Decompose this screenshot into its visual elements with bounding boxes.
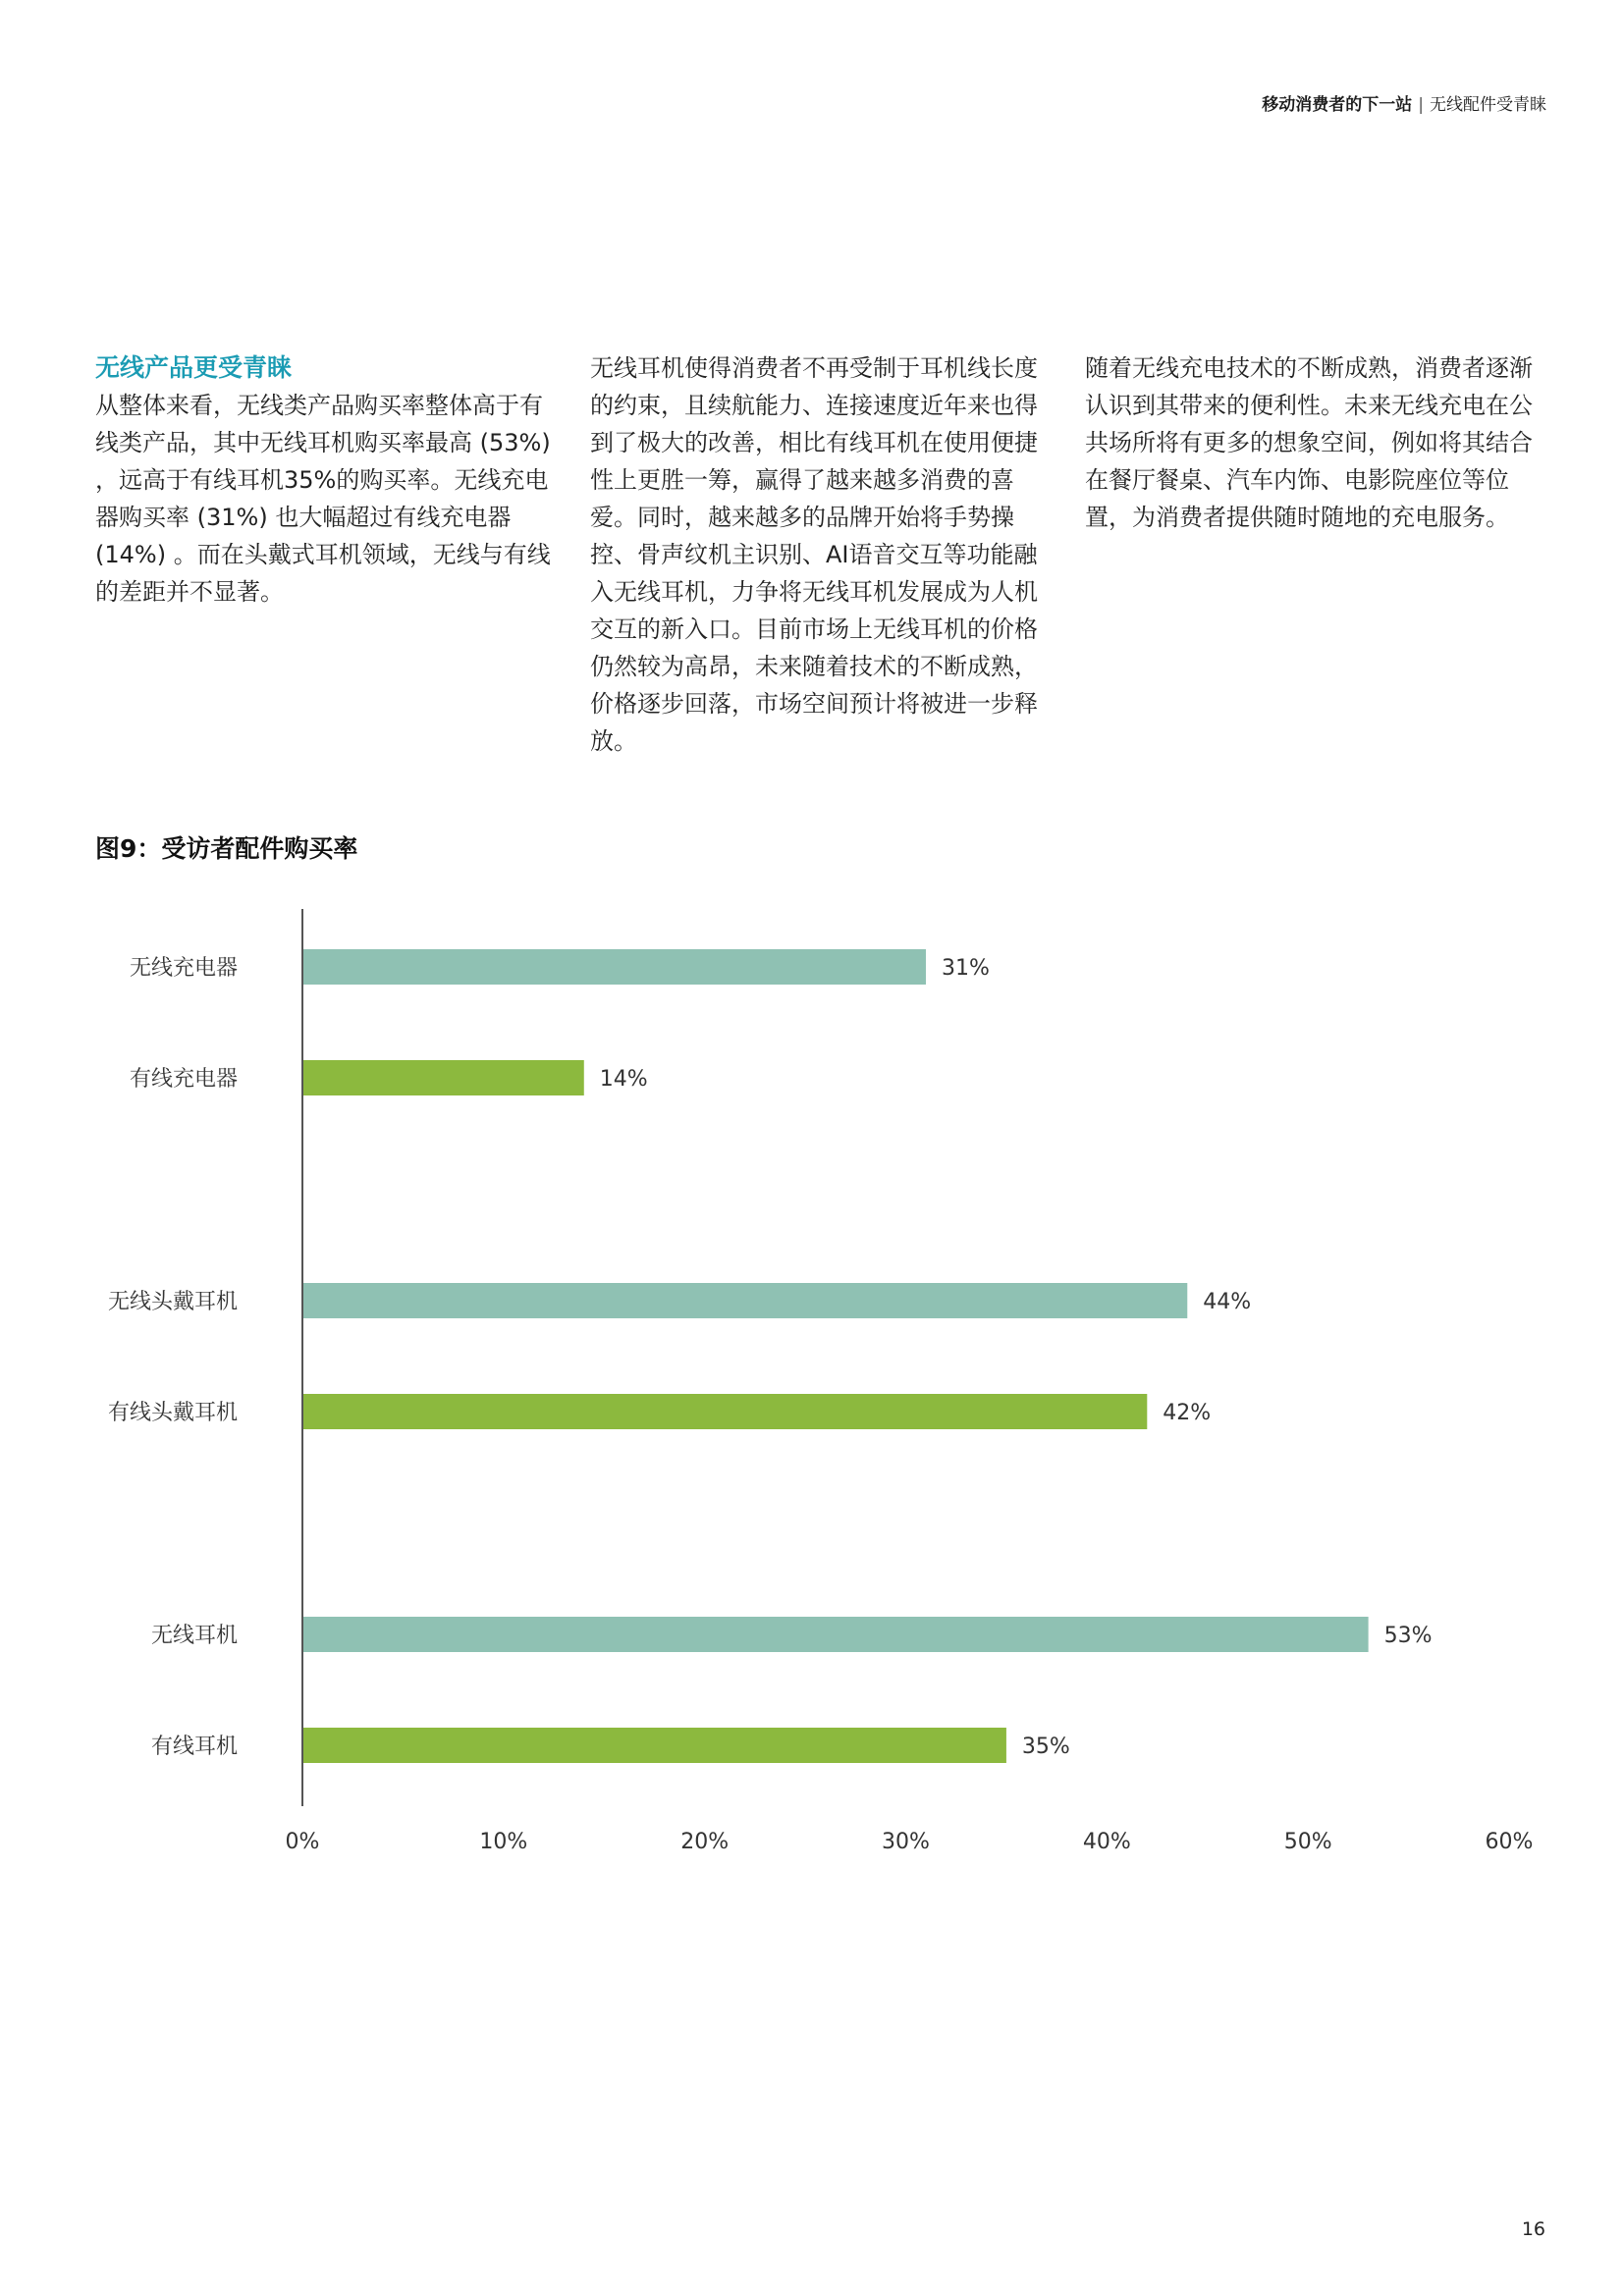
x-tick-label-6: 60% [1485, 1830, 1534, 1854]
x-tick-label-3: 30% [882, 1830, 930, 1854]
value-label-4: 53% [1383, 1624, 1433, 1648]
text-column-1 [95, 349, 557, 611]
value-label-0: 31% [941, 956, 990, 981]
value-label-1: 14% [599, 1067, 648, 1092]
value-label-3: 42% [1163, 1401, 1212, 1425]
header-separator: | [1418, 95, 1424, 115]
page-header [1262, 90, 1546, 115]
section-title: 无线产品更受青睐 [95, 353, 293, 382]
category-label-3: 有线头戴耳机 [107, 1401, 238, 1425]
x-tick-label-1: 10% [479, 1830, 528, 1854]
bar-chart [0, 883, 1624, 1865]
text-column-3 [1085, 349, 1546, 536]
text-column-2 [590, 349, 1052, 760]
x-tick-label-4: 40% [1082, 1830, 1131, 1854]
header-subtitle: 无线配件受青睐 [1430, 95, 1546, 115]
x-tick-label-2: 20% [680, 1830, 730, 1854]
figure-title: 图9：受访者配件购买率 [95, 834, 358, 863]
x-tick-label-0: 0% [285, 1830, 320, 1854]
paragraph-2: 无线耳机使得消费者不再受制于耳机线长度的约束，且续航能力、连接速度近年来也得到了极大的改善，相比有线耳机在使用便捷性上更胜一筹，赢得了越来越多消费的喜爱。同时，越来越多的品牌开始将手势操控、骨声纹机主识别、AI语音交互等功能融入无线耳机，力争将无线耳机发展成为人机交互的新入口。目前市场上无线耳机的价格仍然较为高昂，未来随着技术的不断成熟，价格逐步回落，市场空间预计将被进一步释放。 [590, 354, 1038, 755]
category-label-2: 无线头戴耳机 [107, 1290, 238, 1314]
header-title: 移动消费者的下一站 [1262, 95, 1413, 115]
category-label-4: 无线耳机 [150, 1624, 238, 1648]
paragraph-1: 从整体来看，无线类产品购买率整体高于有线类产品，其中无线耳机购买率最高 (53%) ，远高于有线耳机35%的购买率。无线充电器购买率 (31%) 也大幅超过有线充电器 (14%) 。而在头戴式耳机领域，无线与有线的差距并不显著。 [95, 392, 551, 606]
x-tick-label-5: 50% [1283, 1830, 1332, 1854]
bar-5 [302, 1728, 1006, 1763]
category-label-1: 有线充电器 [129, 1067, 238, 1092]
bar-1 [302, 1060, 584, 1095]
bar-2 [302, 1283, 1187, 1318]
value-label-5: 35% [1021, 1735, 1070, 1759]
value-label-2: 44% [1203, 1290, 1252, 1314]
bar-4 [302, 1617, 1369, 1652]
page-number: 16 [1521, 2218, 1545, 2240]
bar-0 [302, 949, 926, 985]
paragraph-3: 随着无线充电技术的不断成熟，消费者逐渐认识到其带来的便利性。未来无线充电在公共场所将有更多的想象空间，例如将其结合在餐厅餐桌、汽车内饰、电影院座位等位置，为消费者提供随时随地的充电服务。 [1085, 354, 1533, 531]
category-label-5: 有线耳机 [150, 1735, 238, 1759]
category-label-0: 无线充电器 [129, 956, 238, 981]
bar-3 [302, 1394, 1147, 1429]
